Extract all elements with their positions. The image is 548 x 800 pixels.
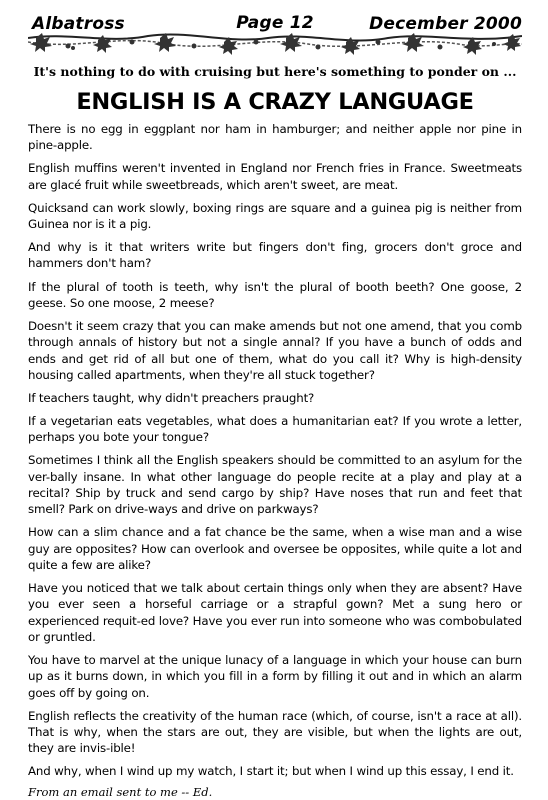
paragraph: Have you noticed that we talk about certain things only when they are absent? Have you ever seen a horseful carriage or a strapful gown? Met a sung hero or experienced requit-ed love? Have you ever run into someone who was combobulated or gruntled. <box>28 581 522 644</box>
paragraph: Quicksand can work slowly, boxing rings are square and a guinea pig is neither from Guinea nor is it a pig. <box>28 200 522 232</box>
article-title: ENGLISH IS A CRAZY LANGUAGE <box>76 89 474 115</box>
paragraph: English muffins weren't invented in England nor French fries in France. Sweetmeats are glacé fruit while sweetbreads, which aren't sweet, are meat. <box>28 161 522 192</box>
paragraph: Doesn't it seem crazy that you can make amends but not one amend, that you comb through annals of history but not a single annal? If you have a bunch of odds and ends and get rid of all but one of them, what do you call it? Why is high-density housing called apartments, when they're all stuck together? <box>28 318 522 382</box>
paragraph: English reflects the creativity of the human race (which, of course, isn't a race at all). That is why, when the stars are out, they are visible, but when the lights are out, they are invis-ible! <box>28 708 522 756</box>
page-header <box>28 0 522 62</box>
paragraph: Sometimes I think all the English speakers should be committed to an asylum for the ver-bally insane. In what other language do people recite at a play and play at a recital? Ship by truck and send cargo by ship? Have noses that run and feet that smell? Park on drive-ways and drive on parkways? <box>28 453 522 517</box>
paragraph: You have to marvel at the unique lunacy of a language in which your house can burn up as it burns down, in which you fill in a form by filling it out and in which an alarm goes off by going on. <box>28 653 522 700</box>
intro-line: It's nothing to do with cruising but here's something to ponder on ... <box>33 64 517 79</box>
paragraph: How can a slim chance and a fat chance be the same, when a wise man and a wise guy are opposites? How can overlook and oversee be opposites, while quite a lot and quite a few are alike? <box>28 525 522 572</box>
paragraph: If a vegetarian eats vegetables, what does a humanitarian eat? If you wrote a letter, perhaps you bote your tongue? <box>28 414 522 445</box>
editor-credit: From an email sent to me -- Ed. <box>28 784 213 799</box>
paragraph: If the plural of tooth is teeth, why isn't the plural of booth beeth? One goose, 2 geese. So one moose, 2 meese? <box>28 279 522 310</box>
newsletter-name: Albatross <box>32 14 125 34</box>
page-number: Page 12 <box>236 13 314 33</box>
paragraph: And why, when I wind up my watch, I start it; but when I wind up this essay, I end it. <box>28 764 514 779</box>
article-body <box>28 121 522 780</box>
paragraph: And why is it that writers write but fingers don't fing, grocers don't groce and hammers don't ham? <box>28 240 522 271</box>
issue-date: December 2000 <box>369 14 522 34</box>
paragraph: There is no egg in eggplant nor ham in hamburger; and neither apple nor pine in pine-apple. <box>28 122 522 153</box>
paragraph: If teachers taught, why didn't preachers praught? <box>28 390 315 405</box>
